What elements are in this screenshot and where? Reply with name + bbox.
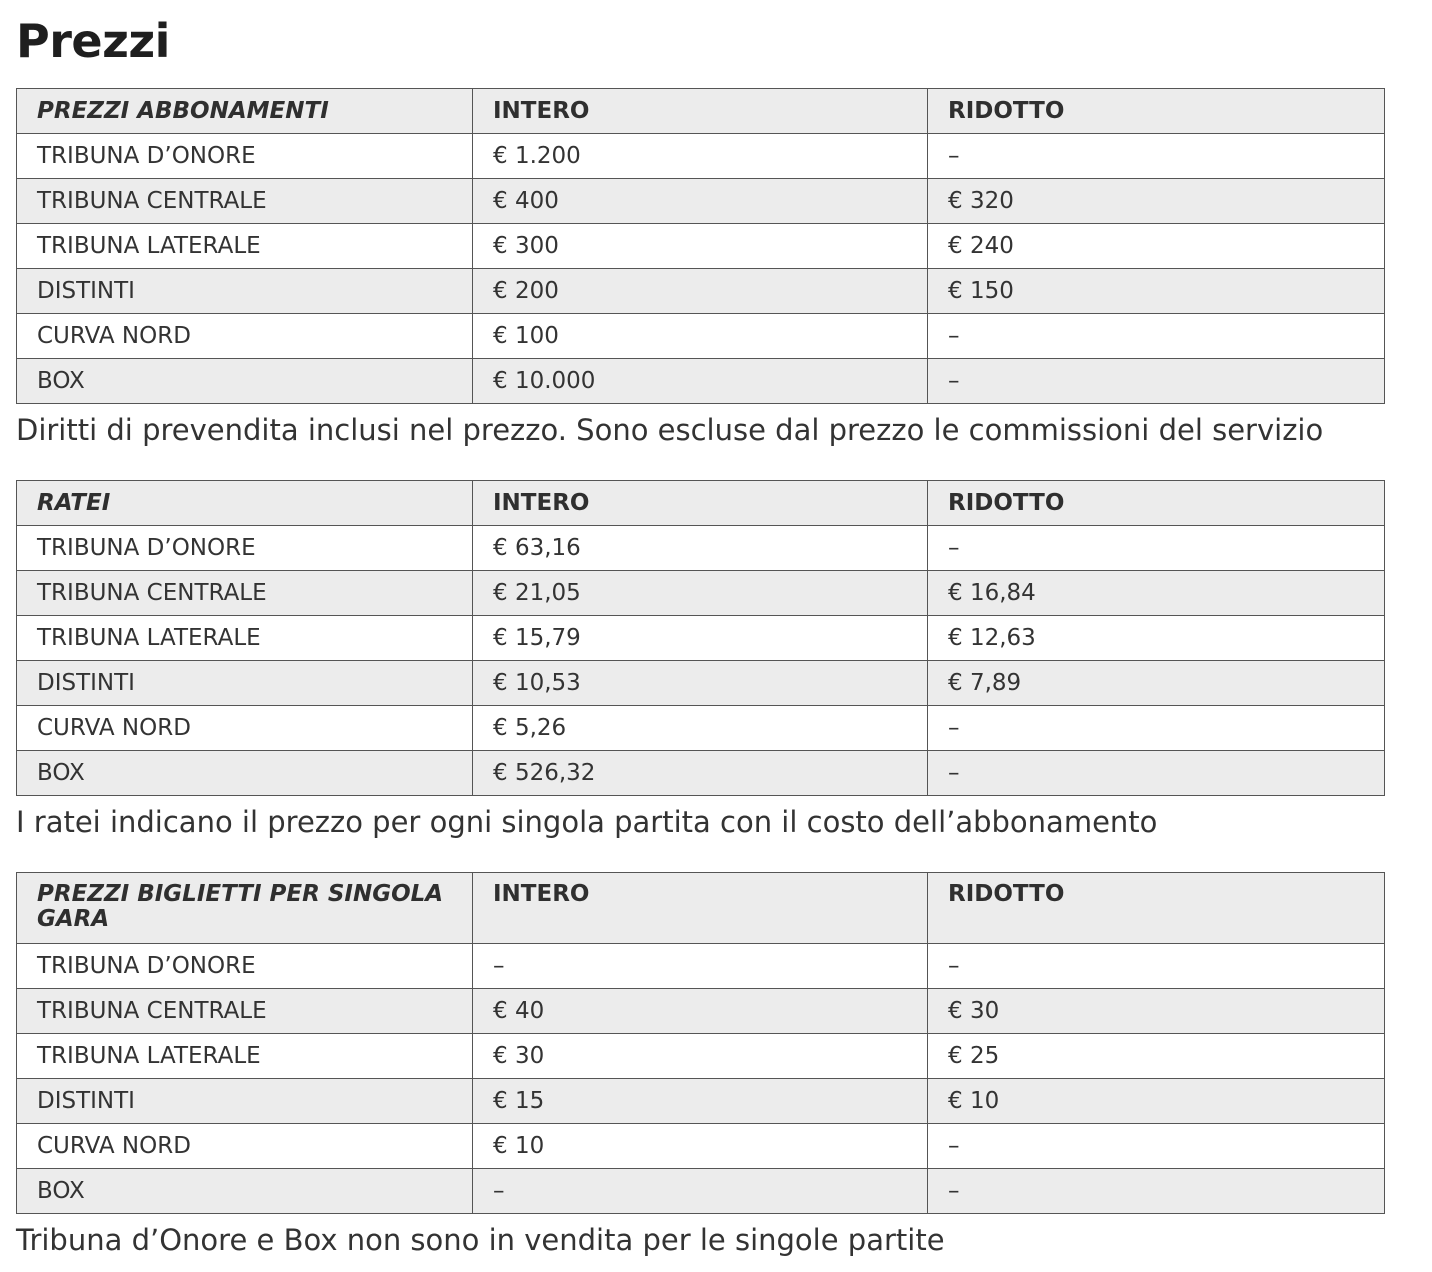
table-row — [17, 1079, 1385, 1124]
sector-cell: TRIBUNA LATERALE — [17, 1034, 473, 1079]
table-row — [17, 944, 1385, 989]
table-title: PREZZI BIGLIETTI PER SINGOLA GARA — [17, 873, 473, 944]
intero-price-cell: € 1.200 — [473, 134, 928, 179]
table-note: I ratei indicano il prezzo per ogni singola partita con il costo dell’abbonamento — [16, 805, 1158, 839]
table-row — [17, 616, 1385, 661]
ridotto-price-cell: – — [928, 134, 1385, 179]
intero-price-cell: € 200 — [473, 269, 928, 314]
page-title: Prezzi — [16, 14, 170, 68]
sector-cell: TRIBUNA CENTRALE — [17, 179, 473, 224]
single-match-tickets-table — [16, 872, 1385, 1214]
table-row — [17, 1169, 1385, 1214]
sector-cell: DISTINTI — [17, 661, 473, 706]
ridotto-price-cell: € 12,63 — [928, 616, 1385, 661]
column-header-ridotto: RIDOTTO — [928, 873, 1385, 944]
ridotto-price-cell: – — [928, 706, 1385, 751]
intero-price-cell: € 400 — [473, 179, 928, 224]
column-header-intero: INTERO — [473, 481, 928, 526]
ridotto-price-cell: € 7,89 — [928, 661, 1385, 706]
ridotto-price-cell: € 320 — [928, 179, 1385, 224]
intero-price-cell: € 10 — [473, 1124, 928, 1169]
table-row — [17, 989, 1385, 1034]
ridotto-price-cell: € 10 — [928, 1079, 1385, 1124]
ridotto-price-cell: – — [928, 359, 1385, 404]
sector-cell: BOX — [17, 1169, 473, 1214]
ridotto-price-cell: – — [928, 1169, 1385, 1214]
table-header-row — [17, 89, 1385, 134]
table-note: Tribuna d’Onore e Box non sono in vendita per le singole partite — [16, 1223, 945, 1257]
intero-price-cell: € 21,05 — [473, 571, 928, 616]
table-row — [17, 661, 1385, 706]
sector-cell: TRIBUNA D’ONORE — [17, 944, 473, 989]
ridotto-price-cell: € 25 — [928, 1034, 1385, 1079]
table-row — [17, 751, 1385, 796]
sector-cell: BOX — [17, 359, 473, 404]
intero-price-cell: € 10.000 — [473, 359, 928, 404]
ridotto-price-cell: € 16,84 — [928, 571, 1385, 616]
intero-price-cell: € 5,26 — [473, 706, 928, 751]
intero-price-cell: € 100 — [473, 314, 928, 359]
sector-cell: BOX — [17, 751, 473, 796]
sector-cell: TRIBUNA LATERALE — [17, 224, 473, 269]
table-note: Diritti di prevendita inclusi nel prezzo. Sono escluse dal prezzo le commissioni del servizio — [16, 413, 1324, 447]
sector-cell: TRIBUNA CENTRALE — [17, 989, 473, 1034]
installments-table — [16, 480, 1385, 796]
intero-price-cell: € 15,79 — [473, 616, 928, 661]
sector-cell: DISTINTI — [17, 269, 473, 314]
table-row — [17, 134, 1385, 179]
ridotto-price-cell: € 150 — [928, 269, 1385, 314]
table-title: PREZZI ABBONAMENTI — [17, 89, 473, 134]
intero-price-cell: – — [473, 944, 928, 989]
intero-price-cell: € 10,53 — [473, 661, 928, 706]
table-row — [17, 269, 1385, 314]
intero-price-cell: € 526,32 — [473, 751, 928, 796]
table-row — [17, 571, 1385, 616]
table-header-row — [17, 873, 1385, 944]
intero-price-cell: € 30 — [473, 1034, 928, 1079]
sector-cell: CURVA NORD — [17, 314, 473, 359]
sector-cell: TRIBUNA CENTRALE — [17, 571, 473, 616]
ridotto-price-cell: – — [928, 1124, 1385, 1169]
ridotto-price-cell: – — [928, 526, 1385, 571]
intero-price-cell: € 300 — [473, 224, 928, 269]
table-row — [17, 706, 1385, 751]
table-row — [17, 224, 1385, 269]
column-header-ridotto: RIDOTTO — [928, 89, 1385, 134]
column-header-intero: INTERO — [473, 873, 928, 944]
intero-price-cell: – — [473, 1169, 928, 1214]
intero-price-cell: € 15 — [473, 1079, 928, 1124]
column-header-ridotto: RIDOTTO — [928, 481, 1385, 526]
table-header-row — [17, 481, 1385, 526]
table-row — [17, 314, 1385, 359]
intero-price-cell: € 63,16 — [473, 526, 928, 571]
table-row — [17, 1034, 1385, 1079]
sector-cell: DISTINTI — [17, 1079, 473, 1124]
ridotto-price-cell: € 240 — [928, 224, 1385, 269]
ridotto-price-cell: € 30 — [928, 989, 1385, 1034]
ridotto-price-cell: – — [928, 944, 1385, 989]
sector-cell: TRIBUNA D’ONORE — [17, 526, 473, 571]
sector-cell: TRIBUNA D’ONORE — [17, 134, 473, 179]
ridotto-price-cell: – — [928, 751, 1385, 796]
table-row — [17, 526, 1385, 571]
column-header-intero: INTERO — [473, 89, 928, 134]
intero-price-cell: € 40 — [473, 989, 928, 1034]
sector-cell: CURVA NORD — [17, 1124, 473, 1169]
sector-cell: CURVA NORD — [17, 706, 473, 751]
table-row — [17, 359, 1385, 404]
ridotto-price-cell: – — [928, 314, 1385, 359]
sector-cell: TRIBUNA LATERALE — [17, 616, 473, 661]
table-row — [17, 179, 1385, 224]
table-title: RATEI — [17, 481, 473, 526]
subscription-prices-table — [16, 88, 1385, 404]
table-row — [17, 1124, 1385, 1169]
